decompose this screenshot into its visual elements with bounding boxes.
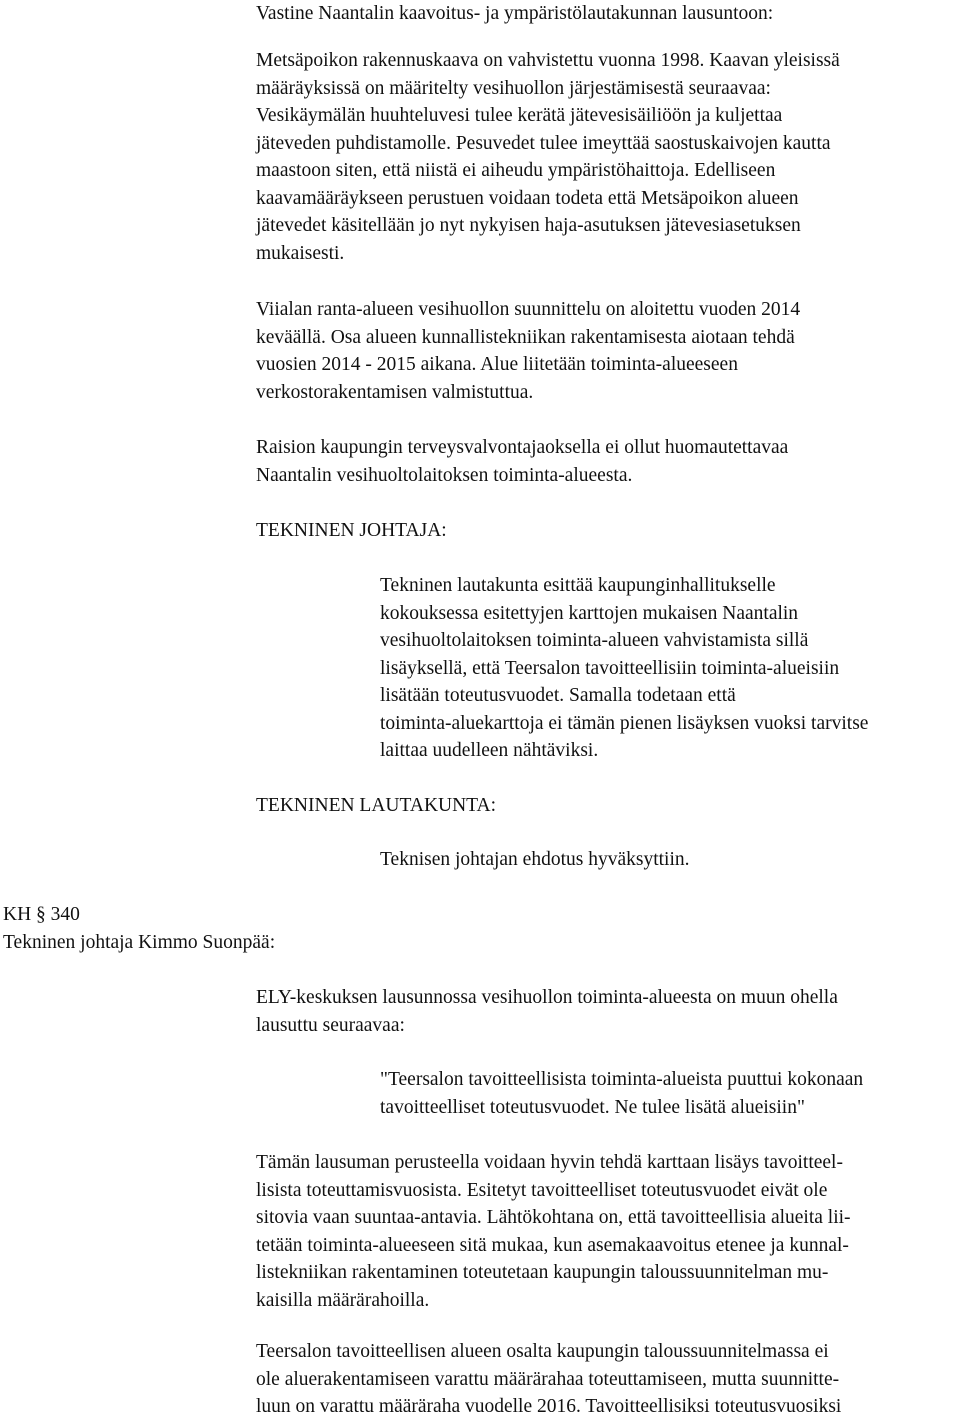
tekninen-lautakunta-heading: TEKNINEN LAUTAKUNTA: bbox=[256, 795, 497, 816]
text-line: Tekninen lautakunta esittää kaupunginhallitukselle bbox=[380, 575, 776, 596]
text-line: jäteveden puhdistamolle. Pesuvedet tulee imeyttää saostuskaivojen kautta bbox=[256, 132, 831, 154]
paragraph-raisio bbox=[256, 434, 788, 489]
text-line: kaavamääräykseen perustuen voidaan todeta että Metsäpoikon alueen bbox=[256, 187, 799, 209]
text-line: verkostorakentamisen valmistuttua. bbox=[256, 381, 534, 403]
paragraph-lausuma bbox=[256, 1149, 851, 1314]
presenter-label: Tekninen johtaja Kimmo Suonpää: bbox=[3, 931, 276, 953]
text-line: lisätään toteutusvuodet. Samalla todetaan että bbox=[380, 685, 736, 706]
text-line: tetään toiminta-alueeseen sitä mukaa, kun asemakaavoitus etenee ja kunnal- bbox=[256, 1234, 849, 1256]
text-line: määräyksissä on määritelty vesihuollon järjestämisestä seuraavaa: bbox=[256, 77, 771, 99]
paragraph-viiala bbox=[256, 296, 800, 406]
text-line: keväällä. Osa alueen kunnallistekniikan rakentamisesta aiotaan tehdä bbox=[256, 326, 795, 348]
text-line: vesihuoltolaitoksen toiminta-alueen vahvistamista sillä bbox=[380, 630, 809, 651]
text-line: Viialan ranta-alueen vesihuollon suunnittelu on aloitettu vuoden 2014 bbox=[256, 299, 801, 320]
text-line: ELY-keskuksen lausunnossa vesihuollon toiminta-alueesta on muun ohella bbox=[256, 987, 838, 1008]
ely-quote bbox=[380, 1066, 863, 1121]
text-line: toiminta-aluekarttoja ei tämän pienen lisäyksen vuoksi tarvitse bbox=[380, 712, 869, 734]
paragraph-teersalo bbox=[256, 1338, 841, 1421]
kh-label: KH § 340 bbox=[3, 904, 80, 925]
text-line: luun on varattu määräraha vuodelle 2016. Tavoitteellisiksi toteutusvuosiksi bbox=[256, 1396, 842, 1417]
text-line: Raision kaupungin terveysvalvontajaoksella ei ollut huomautettavaa bbox=[256, 437, 789, 458]
text-line: lausuttu seuraavaa: bbox=[256, 1014, 405, 1036]
text-line: Teersalon tavoitteellisen alueen osalta kaupungin taloussuunnitelmassa ei bbox=[256, 1341, 829, 1362]
ely-intro bbox=[256, 984, 838, 1039]
text-line: Naantalin vesihuoltolaitoksen toiminta-alueesta. bbox=[256, 464, 633, 486]
text-line: jätevedet käsitellään jo nyt nykyisen haja-asutuksen jätevesiasetuksen bbox=[256, 215, 801, 236]
text-line: mukaisesti. bbox=[256, 242, 345, 264]
text-line: laittaa uudelleen nähtäviksi. bbox=[380, 740, 599, 761]
text-line: ole aluerakentamiseen varattu määrärahaa toteuttamiseen, mutta suunnitte- bbox=[256, 1368, 840, 1390]
text-line: kokouksessa esitettyjen karttojen mukaisen Naantalin bbox=[380, 602, 799, 624]
tekninen-johtaja-heading: TEKNINEN JOHTAJA: bbox=[256, 520, 447, 541]
text-line: maastoon siten, että niistä ei aiheudu ympäristöhaittoja. Edelliseen bbox=[256, 160, 776, 181]
text-line: sitovia vaan suuntaa-antavia. Lähtökohtana on, että tavoitteellisia alueita lii- bbox=[256, 1207, 851, 1228]
header-line: Vastine Naantalin kaavoitus- ja ympäristölautakunnan lausuntoon: bbox=[256, 3, 774, 24]
paragraph-kaava bbox=[256, 47, 840, 267]
text-line: vuosien 2014 - 2015 aikana. Alue liitetään toiminta-alueeseen bbox=[256, 354, 738, 375]
text-line: listekniikan rakentaminen toteutetaan kaupungin taloussuunnitelman mu- bbox=[256, 1262, 829, 1283]
text-line: kaisilla määrärahoilla. bbox=[256, 1289, 430, 1311]
text-line: Tämän lausuman perusteella voidaan hyvin tehdä karttaan lisäys tavoitteel- bbox=[256, 1152, 843, 1173]
text-line: lisäyksellä, että Teersalon tavoitteellisiin toiminta-alueisiin bbox=[380, 657, 840, 679]
decision-text: Teknisen johtajan ehdotus hyväksyttiin. bbox=[380, 849, 690, 870]
text-line: Metsäpoikon rakennuskaava on vahvistettu vuonna 1998. Kaavan yleisissä bbox=[256, 50, 840, 71]
text-line: lisista toteuttamisvuosista. Esitetyt tavoitteelliset toteutusvuodet eivät ole bbox=[256, 1179, 828, 1201]
proposal-paragraph bbox=[380, 572, 868, 765]
text-line: "Teersalon tavoitteellisista toiminta-alueista puuttui kokonaan bbox=[380, 1069, 864, 1090]
text-line: Vesikäymälän huuhteluvesi tulee kerätä jätevesisäiliöön ja kuljettaa bbox=[256, 105, 783, 126]
text-line: tavoitteelliset toteutusvuodet. Ne tulee lisätä alueisiin" bbox=[380, 1096, 805, 1118]
agenda-item-label bbox=[3, 901, 275, 956]
